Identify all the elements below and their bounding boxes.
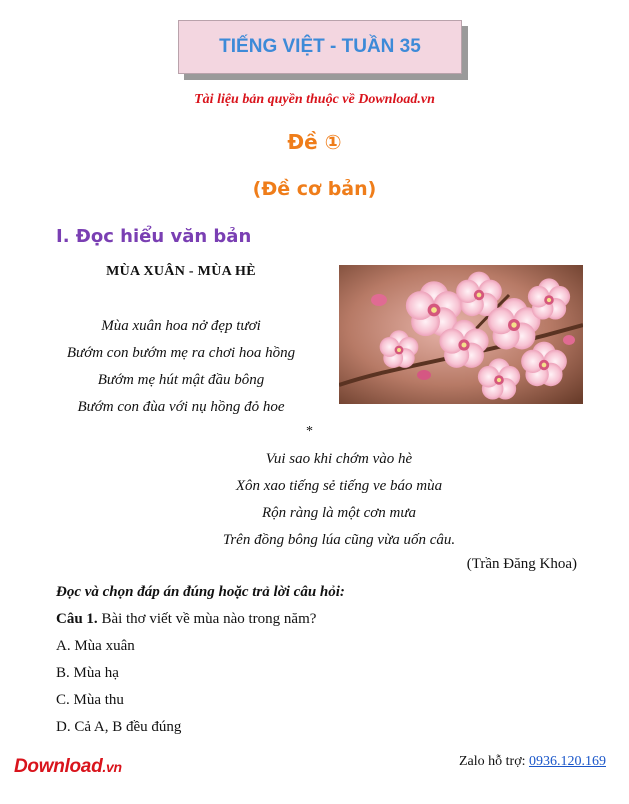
page-title: TIẾNG VIỆT - TUẦN 35 — [219, 36, 421, 57]
option-a: A. Mùa xuân — [56, 638, 135, 654]
question-1 — [56, 611, 316, 628]
logo-main: Download — [14, 756, 103, 777]
poem-author: (Trần Đăng Khoa) — [466, 556, 577, 572]
poem-line: Mùa xuân hoa nở đẹp tươi — [101, 318, 261, 334]
option-c: C. Mùa thu — [56, 692, 124, 708]
questions-intro: Đọc và chọn đáp án đúng hoặc trả lời câu hỏi: — [56, 584, 345, 600]
question-1-text: Bài thơ viết về mùa nào trong năm? — [101, 611, 317, 627]
download-logo[interactable] — [14, 756, 122, 778]
title-banner-box — [178, 20, 462, 74]
cherry-blossom-image — [339, 265, 583, 404]
support-label: Zalo hỗ trợ: — [459, 754, 526, 769]
poem-line: Rộn ràng là một cơn mưa — [261, 505, 417, 521]
poem-line: Trên đồng bông lúa cũng vừa uốn câu. — [222, 532, 456, 548]
exam-title: Đề ① — [287, 130, 342, 154]
copyright-notice: Tài liệu bản quyền thuộc về Download.vn — [194, 92, 435, 107]
title-banner — [178, 20, 468, 80]
option-d: D. Cả A, B đều đúng — [56, 719, 182, 735]
logo-suffix: .vn — [102, 759, 122, 775]
zalo-support — [459, 754, 606, 770]
option-b: B. Mùa hạ — [56, 665, 119, 681]
question-1-label: Câu 1. — [56, 611, 98, 627]
poem-line: Bướm mẹ hút mật đầu bông — [97, 372, 265, 388]
poem-title: MÙA XUÂN - MÙA HÈ — [106, 264, 256, 279]
poem-line: Bướm con bướm mẹ ra chơi hoa hồng — [66, 345, 296, 361]
exam-subtitle: (Đề cơ bản) — [252, 178, 377, 200]
poem-line: Xôn xao tiếng sẻ tiếng ve báo mùa — [235, 478, 443, 494]
section-heading: I. Đọc hiểu văn bản — [56, 226, 252, 247]
support-phone-link[interactable]: 0936.120.169 — [529, 754, 606, 769]
blossom-illustration — [339, 265, 583, 404]
poem-line: Vui sao khi chớm vào hè — [265, 451, 413, 467]
poem-stanza-2 — [189, 446, 489, 554]
stanza-separator: * — [306, 424, 313, 439]
poem-line: Bướm con đùa với nụ hồng đỏ hoe — [77, 399, 285, 415]
poem-stanza-1 — [56, 313, 306, 421]
